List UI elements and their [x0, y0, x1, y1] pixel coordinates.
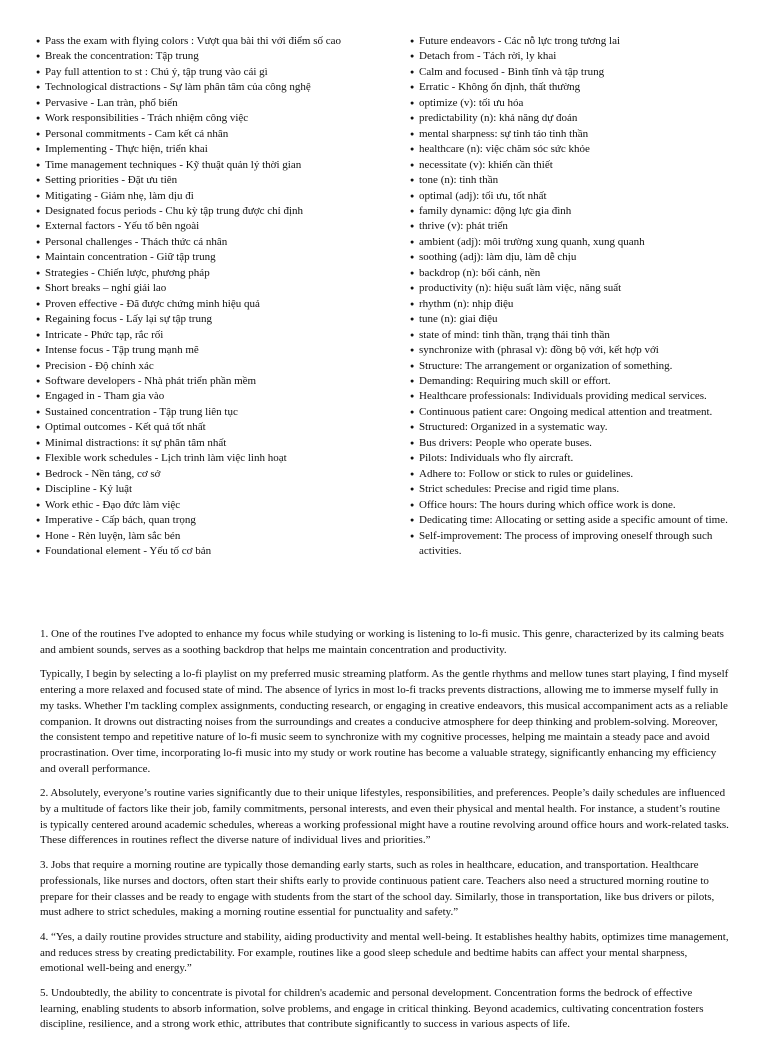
vocab-item: ● Dedicating time: Allocating or setting aside a specific amount of time. — [410, 513, 755, 528]
vocab-item: ● Work ethic - Đạo đức làm việc — [36, 498, 404, 513]
vocab-item: ● optimal (adj): tối ưu, tốt nhất — [410, 189, 755, 204]
vocab-item: ● Implementing - Thực hiện, triển khai — [36, 142, 404, 157]
vocab-item: ● Sustained concentration - Tập trung liên tục — [36, 405, 404, 420]
vocab-item: ● Personal challenges - Thách thức cá nhân — [36, 235, 404, 250]
vocab-item: ● productivity (n): hiệu suất làm việc, năng suất — [410, 281, 755, 296]
vocab-item: ● Optimal outcomes - Kết quả tốt nhất — [36, 420, 404, 435]
vocab-item: ● Foundational element - Yếu tố cơ bản — [36, 544, 404, 559]
essay-paragraph: 5. Undoubtedly, the ability to concentrate is pivotal for children's academic and personal development. Concentration forms the bedrock of effective learning, enabling students to absorb information, solve problems, and engage in critical thinking. Beyond academics, cultivating concentration fosters discipline, resilience, and a strong work ethic, attributes that contribute significantly to success in various aspects of life. — [40, 987, 704, 1031]
vocab-item: ● Pervasive - Lan tràn, phổ biến — [36, 96, 404, 111]
vocab-item: ● Engaged in - Tham gia vào — [36, 389, 404, 404]
vocab-item: ● Healthcare professionals: Individuals providing medical services. — [410, 389, 755, 404]
essay-paragraph: 4. “Yes, a daily routine provides structure and stability, aiding productivity and mental well-being. It establishes healthy habits, optimizes time management, and reduces stress by creating predictability. For example, routines like a good sleep schedule and bedtime habits can affect your mental sharpness, emotional well-being and energy.” — [40, 930, 729, 975]
vocab-item: ● Minimal distractions: ít sự phân tâm nhất — [36, 436, 404, 451]
vocab-item: ● Intricate - Phức tạp, rắc rối — [36, 328, 404, 343]
vocab-item: ● Discipline - Kỷ luật — [36, 482, 404, 497]
vocab-item: ● backdrop (n): bối cảnh, nền — [410, 266, 755, 281]
essay-paragraph: 2. Absolutely, everyone’s routine varies significantly due to their unique lifestyles, responsibilities, and preferences. People’s daily schedules are influenced by a multitude of factors like their job, family commitments, personal interests, and even their physical and mental health. For instance, a student’s routine is typically centered around academic schedules, whereas a working professional might have a routine revolving around office hours and work-related tasks. These differences in routines reflect the diverse nature of individual lives and priorities.” — [40, 787, 729, 847]
vocab-item: ● Detach from - Tách rời, ly khai — [410, 49, 755, 64]
vocab-item: ● Maintain concentration - Giữ tập trung — [36, 250, 404, 265]
vocab-item: ● Structure: The arrangement or organization of something. — [410, 359, 755, 374]
vocab-list-left — [36, 34, 404, 559]
vocab-item: ● necessitate (v): khiến cần thiết — [410, 158, 755, 173]
vocab-item: ● thrive (v): phát triển — [410, 219, 755, 234]
vocab-item: ● Intense focus - Tập trung mạnh mẽ — [36, 343, 404, 358]
vocab-item: ● Time management techniques - Kỹ thuật quản lý thời gian — [36, 158, 404, 173]
vocab-item: ● Strategies - Chiến lược, phương pháp — [36, 266, 404, 281]
vocab-item: ● Short breaks – nghỉ giải lao — [36, 281, 404, 296]
vocab-item: ● External factors - Yếu tố bên ngoài — [36, 219, 404, 234]
vocab-item: ● Demanding: Requiring much skill or effort. — [410, 374, 755, 389]
vocab-item: ● Break the concentration: Tập trung — [36, 49, 404, 64]
vocab-item: ● Work responsibilities - Trách nhiệm công việc — [36, 111, 404, 126]
vocab-item: ● Calm and focused - Bình tĩnh và tập trung — [410, 65, 755, 80]
vocab-item: ● predictability (n): khả năng dự đoán — [410, 111, 755, 126]
vocab-item: ● Hone - Rèn luyện, làm sắc bén — [36, 529, 404, 544]
essay-paragraph: 3. Jobs that require a morning routine are typically those demanding early starts, such as roles in healthcare, education, and transportation. Healthcare professionals, like nurses and doctors, often start their shifts early to provide continuous patient care. Teachers also need a structured morning routine to prepare for their classes and be ready to engage with students from the start of the school day. Similarly, those in transportation, like bus drivers or pilots, must adhere to strict schedules, making a morning routine essential for punctuality and safety.” — [40, 859, 715, 919]
essay-section — [40, 627, 730, 1042]
vocab-item: ● optimize (v): tối ưu hóa — [410, 96, 755, 111]
vocab-item: ● family dynamic: động lực gia đình — [410, 204, 755, 219]
vocab-item: ● soothing (adj): làm dịu, làm dễ chịu — [410, 250, 755, 265]
vocab-list-right — [410, 34, 755, 559]
vocab-item: ● Regaining focus - Lấy lại sự tập trung — [36, 312, 404, 327]
vocab-item: ● rhythm (n): nhịp điệu — [410, 297, 755, 312]
vocab-item: ● Office hours: The hours during which office work is done. — [410, 498, 755, 513]
vocab-item: ● Adhere to: Follow or stick to rules or guidelines. — [410, 467, 755, 482]
vocab-item: ● ambient (adj): môi trường xung quanh, xung quanh — [410, 235, 755, 250]
vocab-item: ● Designated focus periods - Chu kỳ tập trung được chỉ định — [36, 204, 404, 219]
vocab-item: ● Precision - Độ chính xác — [36, 359, 404, 374]
vocab-item: ● Strict schedules: Precise and rigid time plans. — [410, 482, 755, 497]
vocab-item: ● Mitigating - Giảm nhẹ, làm dịu đi — [36, 189, 404, 204]
vocab-item: ● Pass the exam with flying colors : Vượt qua bài thi với điểm số cao — [36, 34, 404, 49]
vocab-item: ● Bus drivers: People who operate buses. — [410, 436, 755, 451]
vocab-item: ● mental sharpness: sự tinh táo tinh thần — [410, 127, 755, 142]
vocab-item: ● tune (n): giai điệu — [410, 312, 755, 327]
vocab-item: ● Proven effective - Đã được chứng minh hiệu quả — [36, 297, 404, 312]
vocab-item: ● Software developers - Nhà phát triển phần mềm — [36, 374, 404, 389]
vocab-item: ● Technological distractions - Sự làm phân tâm của công nghệ — [36, 80, 404, 95]
essay-paragraph: 1. One of the routines I've adopted to enhance my focus while studying or working is listening to lo-fi music. This genre, characterized by its calming beats and ambient sounds, serves as a soothing backdrop that helps me maintain concentration and productivity. — [40, 628, 724, 656]
vocab-item: ● Flexible work schedules - Lịch trình làm việc linh hoạt — [36, 451, 404, 466]
vocab-item: ● Self-improvement: The process of improving oneself through such activities. — [410, 529, 755, 560]
vocab-item: ● Bedrock - Nền tảng, cơ sở — [36, 467, 404, 482]
vocab-item: ● Pilots: Individuals who fly aircraft. — [410, 451, 755, 466]
vocab-item: ● Setting priorities - Đặt ưu tiên — [36, 173, 404, 188]
vocab-item: ● tone (n): tinh thần — [410, 173, 755, 188]
vocab-item: ● Imperative - Cấp bách, quan trọng — [36, 513, 404, 528]
vocab-item: ● Erratic - Không ổn định, thất thường — [410, 80, 755, 95]
vocab-item: ● Future endeavors - Các nỗ lực trong tương lai — [410, 34, 755, 49]
vocab-item: ● Personal commitments - Cam kết cá nhân — [36, 127, 404, 142]
vocab-item: ● Continuous patient care: Ongoing medical attention and treatment. — [410, 405, 755, 420]
vocab-item: ● state of mind: tinh thần, trạng thái tinh thần — [410, 328, 755, 343]
vocab-item: ● Structured: Organized in a systematic way. — [410, 420, 755, 435]
vocab-item: ● healthcare (n): việc chăm sóc sức khỏe — [410, 142, 755, 157]
vocab-item: ● synchronize with (phrasal v): đồng bộ với, kết hợp với — [410, 343, 755, 358]
essay-paragraph: Typically, I begin by selecting a lo-fi playlist on my preferred music streaming platform. As the gentle rhythms and mellow tunes start playing, I find myself entering a more relaxed and focused state of mind. The absence of lyrics in most lo-fi tracks prevents distractions, allowing me to immerse myself fully in my tasks. Whether I'm tackling complex assignments, conducting research, or engaging in creative endeavors, this musical accompaniment acts as a reliable companion. It drowns out distracting noises from the surroundings and creates a conducive atmosphere for deep thinking and problem-solving. Moreover, the consistent tempo and repetitive nature of lo-fi music seem to synchronize with my cognitive processes, helping me maintain a steady pace and avoid procrastination. Over time, incorporating lo-fi music into my study or work routine has become a valuable strategy, significantly enhancing my efficiency and overall performance. — [40, 668, 729, 775]
vocab-item: ● Pay full attention to st : Chú ý, tập trung vào cái gì — [36, 65, 404, 80]
